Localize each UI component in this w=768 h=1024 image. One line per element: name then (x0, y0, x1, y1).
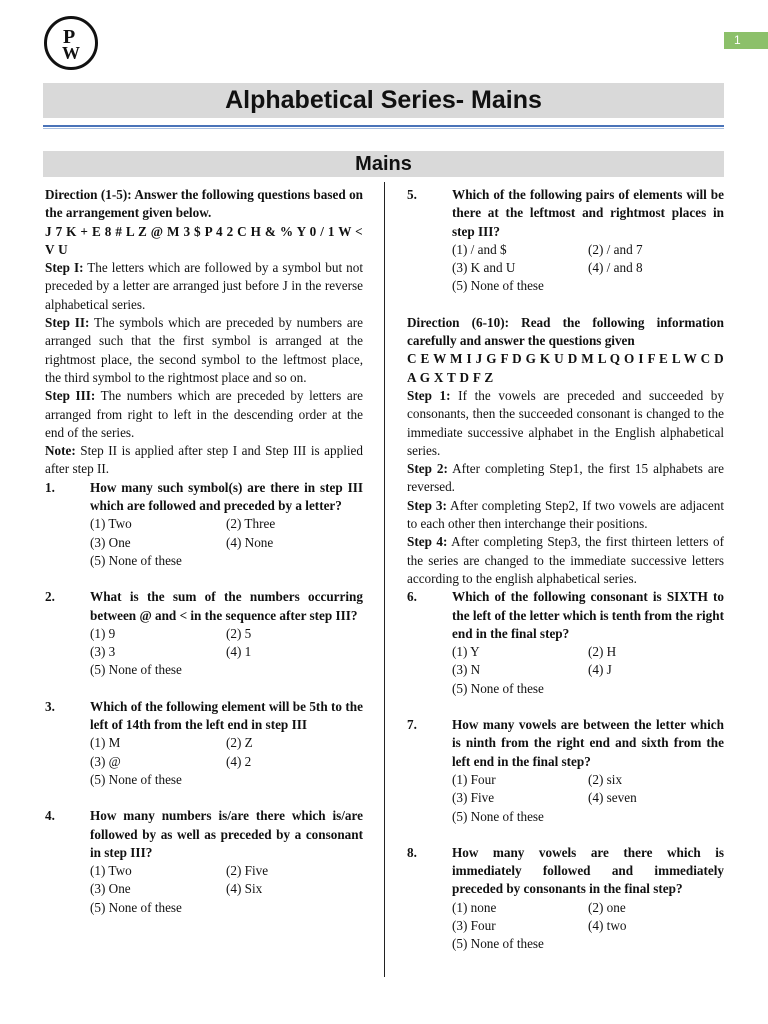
step-1 (45, 259, 363, 314)
question-number: 2. (45, 589, 55, 605)
option[interactable]: (4) two (588, 917, 627, 933)
section-bar (43, 151, 724, 177)
option[interactable]: (5) None of these (452, 808, 544, 824)
note-label: Note: (45, 443, 76, 459)
question-4 (45, 807, 363, 917)
option[interactable]: (2) / and 7 (588, 241, 643, 257)
option[interactable]: (1) none (452, 899, 497, 915)
option[interactable]: (1) Y (452, 644, 480, 660)
question-5 (407, 186, 724, 296)
option[interactable]: (2) 5 (226, 625, 252, 641)
option[interactable]: (1) Four (452, 771, 496, 787)
step-label: Step 1: (407, 387, 451, 403)
option[interactable]: (3) One (90, 881, 131, 897)
step-label: Step II: (45, 315, 90, 331)
question-number: 8. (407, 844, 417, 860)
page-number: 1 (724, 32, 768, 49)
question-number: 3. (45, 698, 55, 714)
option[interactable]: (5) None of these (452, 936, 544, 952)
question-text: How many such symbol(s) are there in step III which are followed and preceded by a letter? (90, 479, 363, 514)
page-title: Alphabetical Series- Mains (225, 86, 542, 114)
option[interactable]: (4) J (588, 662, 612, 678)
option[interactable]: (2) Z (226, 735, 253, 751)
direction-6-10: Direction (6-10): Read the following information carefully and answer the questions given (407, 314, 724, 349)
question-text: How many vowels are between the letter which is ninth from the right end and sixth from the left end in the final step? (452, 717, 724, 769)
step-label: Step I: (45, 260, 84, 276)
question-text: Which of the following pairs of elements will be there at the leftmost and rightmost places in step III? (452, 187, 724, 239)
option[interactable]: (2) Three (226, 516, 276, 532)
question-text: Which of the following consonant is SIXTH to the left of the letter which is tenth from the right end in the final step? (452, 589, 724, 641)
question-number: 1. (45, 479, 55, 495)
option[interactable]: (3) Four (452, 917, 496, 933)
option[interactable]: (3) K and U (452, 260, 516, 276)
step-text: If the vowels are preceded and succeeded by consonants, then the succeeded consonant is changed to the immediate successive alphabet in the English alphabetical series. (407, 387, 724, 458)
question-3 (45, 698, 363, 789)
step-text: After completing Step3, the first thirteen letters of the series are changed to the immediate successive letters according to the english alphabetical series. (407, 534, 724, 586)
option[interactable]: (1) Two (90, 863, 132, 879)
sequence-2: C E W M I J G F D G K U D M L Q O I F E L W C D A G X T D F Z (407, 351, 724, 385)
question-text: Which of the following element will be 5th to the left of 14th from the left end in step III (90, 698, 363, 733)
step-text: The symbols which are preceded by numbers are arranged such that the first symbol is arranged at the rightmost place, the second symbol to the leftmost place, the third symbol to the rightmost place and so on. (45, 315, 363, 385)
step-4 (407, 533, 724, 588)
section-title: Mains (355, 153, 412, 175)
question-number: 7. (407, 717, 417, 733)
option[interactable]: (4) seven (588, 790, 637, 806)
svg-text:W: W (62, 43, 80, 63)
step-label: Step 4: (407, 534, 448, 550)
question-7 (407, 716, 724, 826)
title-rule (43, 125, 724, 127)
option[interactable]: (1) M (90, 735, 121, 751)
option[interactable]: (5) None of these (90, 662, 182, 678)
question-text: What is the sum of the numbers occurring between @ and < in the sequence after step III? (90, 589, 363, 623)
option[interactable]: (1) Two (90, 516, 132, 532)
sequence-1: J 7 K + E 8 # L Z @ M 3 $ P 4 2 C H & % Y 0 / 1 W < V U (45, 223, 363, 257)
option[interactable]: (3) Five (452, 790, 495, 806)
option[interactable]: (2) H (588, 644, 617, 660)
question-6 (407, 588, 724, 698)
step-1 (407, 387, 724, 460)
option[interactable]: (3) @ (90, 753, 121, 769)
note (45, 442, 363, 479)
title-bar (43, 83, 724, 118)
option[interactable]: (3) One (90, 534, 131, 550)
option[interactable]: (2) one (588, 899, 626, 915)
question-2 (45, 588, 363, 679)
step-text: The letters which are followed by a symbol but not preceded by a letter are arranged just before J in the reverse alphabetical series. (45, 260, 363, 312)
question-number: 4. (45, 808, 55, 824)
step-label: Step 2: (407, 461, 448, 477)
option[interactable]: (4) None (226, 534, 274, 550)
svg-text:P: P (63, 26, 76, 48)
direction-1-5: Direction (1-5): Answer the following questions based on the arrangement given below. (45, 187, 363, 221)
step-text: After completing Step2, If two vowels are adjacent to each other then interchange their positions. (407, 497, 725, 532)
option[interactable]: (4) 1 (226, 644, 252, 660)
option[interactable]: (3) N (452, 662, 481, 678)
question-text: How many numbers is/are there which is/are followed by as well as preceded by a consonant in step III? (90, 808, 363, 860)
question-number: 5. (407, 187, 417, 202)
step-2 (45, 314, 363, 387)
step-text: After completing Step1, the first 15 alphabets are reversed. (407, 461, 724, 495)
option[interactable]: (4) / and 8 (588, 260, 643, 276)
option[interactable]: (5) None of these (90, 899, 182, 915)
right-column (407, 186, 724, 954)
question-number: 6. (407, 589, 417, 605)
step-3 (407, 497, 724, 534)
option[interactable]: (4) 2 (226, 753, 252, 769)
option[interactable]: (2) six (588, 771, 623, 787)
left-column (45, 186, 363, 917)
option[interactable]: (5) None of these (90, 552, 182, 568)
option[interactable]: (5) None of these (90, 771, 182, 787)
option[interactable]: (3) 3 (90, 644, 116, 660)
option[interactable]: (5) None of these (452, 278, 544, 294)
pw-logo (44, 16, 98, 70)
option[interactable]: (1) / and $ (452, 241, 507, 257)
step-text: The numbers which are preceded by letters are arranged from right to left in the descending order at the end of the series. (45, 388, 363, 440)
step-2 (407, 460, 724, 497)
title-rule-thin (43, 128, 724, 129)
step-3 (45, 387, 363, 442)
option[interactable]: (4) Six (226, 881, 263, 897)
question-1 (45, 479, 363, 570)
question-8 (407, 844, 724, 954)
option[interactable]: (2) Five (226, 863, 269, 879)
question-text: How many vowels are there which is immediately followed and immediately preceded by consonants in the final step? (452, 844, 724, 897)
step-label: Step 3: (407, 497, 447, 513)
column-divider (384, 182, 385, 977)
step-label: Step III: (45, 388, 96, 404)
option[interactable]: (1) 9 (90, 625, 116, 641)
note-text: Step II is applied after step I and Step III is applied after step II. (45, 443, 363, 477)
option[interactable]: (5) None of these (452, 680, 544, 696)
